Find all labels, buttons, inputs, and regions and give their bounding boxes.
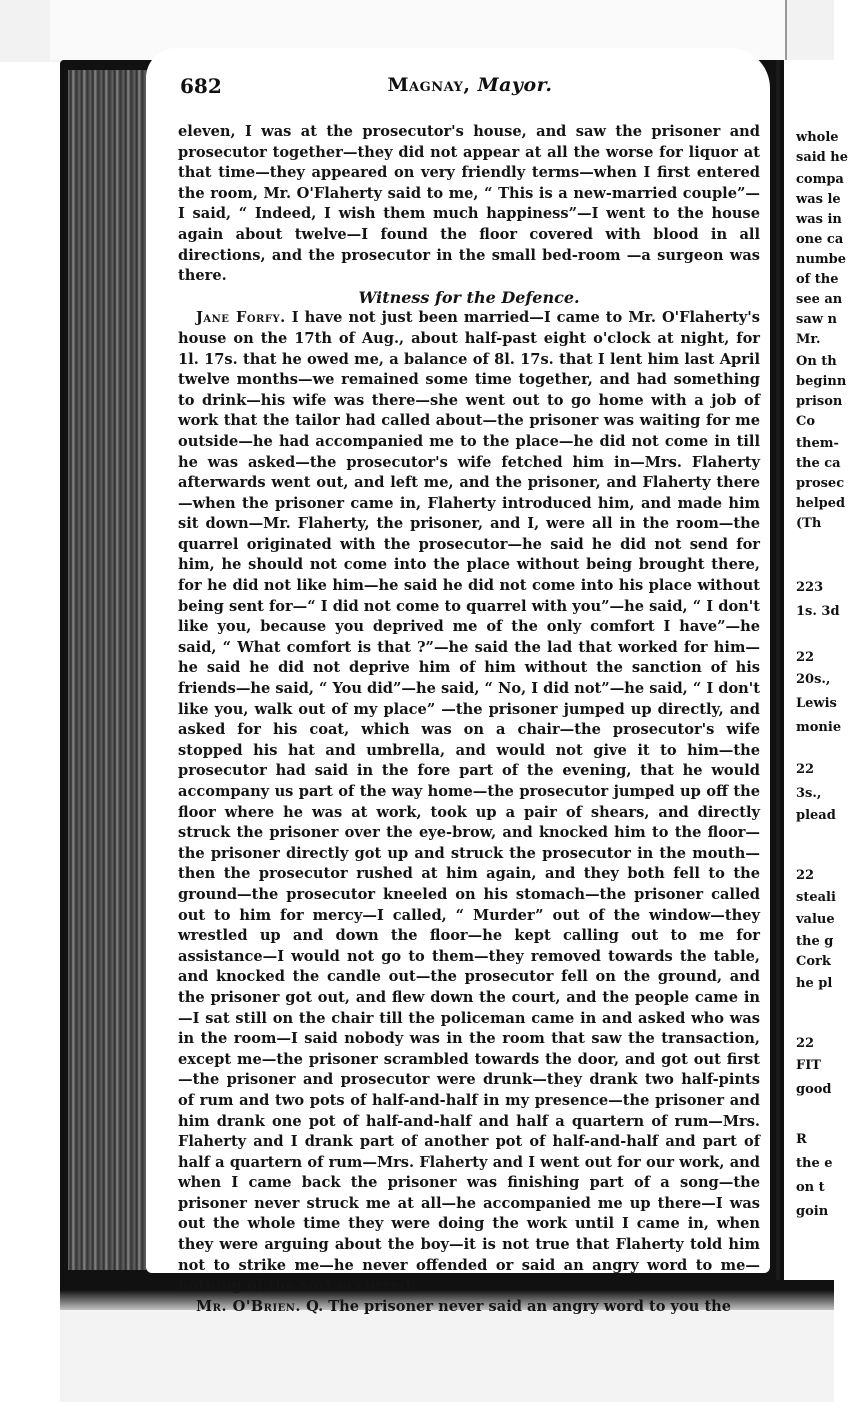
- next-page-fragment: On th: [796, 354, 837, 369]
- next-page-fragment: was le: [796, 192, 841, 207]
- next-page-edge: [784, 60, 848, 1280]
- next-page-fragment: the g: [796, 934, 834, 949]
- next-page-fragment: prosec: [796, 476, 845, 491]
- next-page-fragment: steali: [796, 890, 836, 905]
- next-page-fragment: compa: [796, 172, 844, 187]
- next-page-fragment: goin: [796, 1204, 829, 1219]
- running-head-name: Magnay,: [387, 74, 471, 96]
- next-page-fragment: Cork: [796, 954, 831, 969]
- next-page-fragment: 22: [796, 1036, 815, 1051]
- next-page-fragment: on t: [796, 1180, 825, 1195]
- next-page-fragment: saw n: [796, 312, 837, 327]
- speaker-name: Mr. O'Brien.: [196, 1297, 301, 1315]
- next-page-fragment: of the: [796, 272, 839, 287]
- question-text: Q. The prisoner never said an angry word to you the: [306, 1297, 732, 1315]
- scan-bottom-background: [60, 1310, 834, 1402]
- next-page-fragment: one ca: [796, 232, 844, 247]
- next-page-fragment: the ca: [796, 456, 841, 471]
- page-gutter: [776, 60, 780, 1280]
- next-page-fragment: (Th: [796, 516, 822, 531]
- next-page-fragment: numbe: [796, 252, 847, 267]
- next-page-fragment: monie: [796, 720, 842, 735]
- running-head: [180, 74, 760, 96]
- next-page-fragment: 223: [796, 580, 824, 595]
- paragraph-question: [178, 1297, 760, 1318]
- next-page-fragment: 1s. 3d: [796, 604, 840, 619]
- next-page-fragment: was in: [796, 212, 842, 227]
- testimony-text: I have not just been married—I came to Mr. O'Flaherty's house on the 17th of Aug., about half-past eight o'clock at night, for 1l. 17s. that he owed me, a balance of 8l. 17s. that I lent him last April twelve months—we remained some time together, and had something to drink—his wife was there—she went out to go home with a job of work that the tailor had called about—the prisoner was waiting for me outside—he had accompanied me to the place—he did not come in till he was asked—the prosecutor's wife fetched him in—Mrs. Flaherty afterwards went out, and left me, and the prisoner, and Flaherty there—when the prisoner came in, Flaherty introduced him, and made him sit down—Mr. Flaherty, the prisoner, and I, were all in the room—the quarrel originated with the prosecutor—he said he did not send for him, he should not come into the place without being brought there, for he did not like him—he said he did not come into his place without being sent for—“ I did not come to quarrel with you”—he said, “ I don't like you, because you deprived me of the only comfort I have”—he said, “ What comfort is that ?”—he said the lad that worked for him—he said he did not deprive him of him without the sanction of his friends—he said, “ You did”—he said, “ No, I did not”—he said, “ I don't like you, walk out of my place” —the prisoner jumped up directly, and asked for his coat, which was on a chair—the prosecutor's wife stopped his hat and umbrella, and would not give it to him—the prosecutor had said in the fore part of the evening, that he would accompany us part of the way home—the prosecutor jumped up off the floor where he was at work, took up a pair of shears, and directly struck the prisoner over the eye-brow, and knocked him to the floor—the prisoner directly got up and struck the prosecutor in the mouth—then the prosecutor rushed at him again, and they both fell to the ground—the prosecutor kneeled on his stomach—the prisoner called out to him for mercy—I called, “ Murder” out of the window—they wrestled up and down the floor—he kept calling out to me for assistance—I would not go to them—they removed towards the table, and knocked the candle out—the prosecutor fell on the ground, and the prisoner got out, and flew down the court, and the people came in—I sat still on the chair till the policeman came in and asked who was in the room—I said nobody was in the room that saw the transaction, except me—the prisoner scrambled towards the door, and got out first—the prisoner and prosecutor were drunk—they drank two half-pints of rum and two pots of half-and-half in my presence—the prisoner and him drank one pot of half-and-half and half a quartern of rum—Mrs. Flaherty and I drank part of another pot of half-and-half and part of half a quartern of rum—Mrs. Flaherty and I went out for our work, and when I came back the prisoner was finishing part of a song—the prisoner never struck me at all—he accompanied me up there—I was out the whole time they were doing the work until I came in, when they were arguing about the boy—it is not true that Flaherty told him not to strike me—he never offended or said an angry word to me—nothing of the sort occurred.: [178, 309, 760, 1295]
- next-page-fragment: 22: [796, 868, 815, 883]
- next-page-fragment: Lewis: [796, 696, 837, 711]
- next-page-fragment: said he: [796, 150, 848, 165]
- next-page-fragment: plead: [796, 808, 836, 823]
- next-page-fragment: he pl: [796, 976, 833, 991]
- next-page-fragment: beginn: [796, 374, 847, 389]
- running-head-title: Mayor.: [477, 74, 553, 96]
- speaker-name: Jane Forfy.: [196, 309, 286, 327]
- next-page-fragment: R: [796, 1132, 807, 1147]
- next-page-fragment: prison: [796, 394, 843, 409]
- next-page-fragment: good: [796, 1082, 832, 1097]
- page-header: [180, 74, 760, 104]
- next-page-fragment: 22: [796, 762, 815, 777]
- next-page-fragment: see an: [796, 292, 843, 307]
- page-number: 682: [180, 74, 222, 98]
- page-text: [178, 122, 760, 1317]
- section-heading: Witness for the Defence.: [358, 287, 580, 307]
- paragraph-testimony: [178, 308, 760, 1297]
- next-page-fragment: 20s.,: [796, 672, 831, 687]
- next-page-fragment: 3s.,: [796, 786, 822, 801]
- next-page-fragment: Mr.: [796, 332, 821, 347]
- book-spine: [68, 70, 148, 1270]
- next-page-fragment: whole: [796, 130, 839, 145]
- next-page-fragment: the e: [796, 1156, 833, 1171]
- next-page-fragment: them-: [796, 436, 839, 451]
- next-page-fragment: value: [796, 912, 835, 927]
- next-page-fragment: 22: [796, 650, 815, 665]
- next-page-fragment: Co: [796, 414, 816, 429]
- paragraph-continued: eleven, I was at the prosecutor's house, and saw the prisoner and prosecutor together—they did not appear at all the worse for liquor at that time—they appeared on very friendly terms—when I first entered the room, Mr. O'Flaherty said to me, “ This is a new-married couple”—I said, “ Indeed, I wish them much happiness”—I went to the house again about twelve—I found the floor covered with blood in all directions, and the prosecutor in the small bed-room —a surgeon was there.: [178, 123, 760, 285]
- next-page-fragment: helped: [796, 496, 846, 511]
- next-page-fragment: FIT: [796, 1058, 821, 1073]
